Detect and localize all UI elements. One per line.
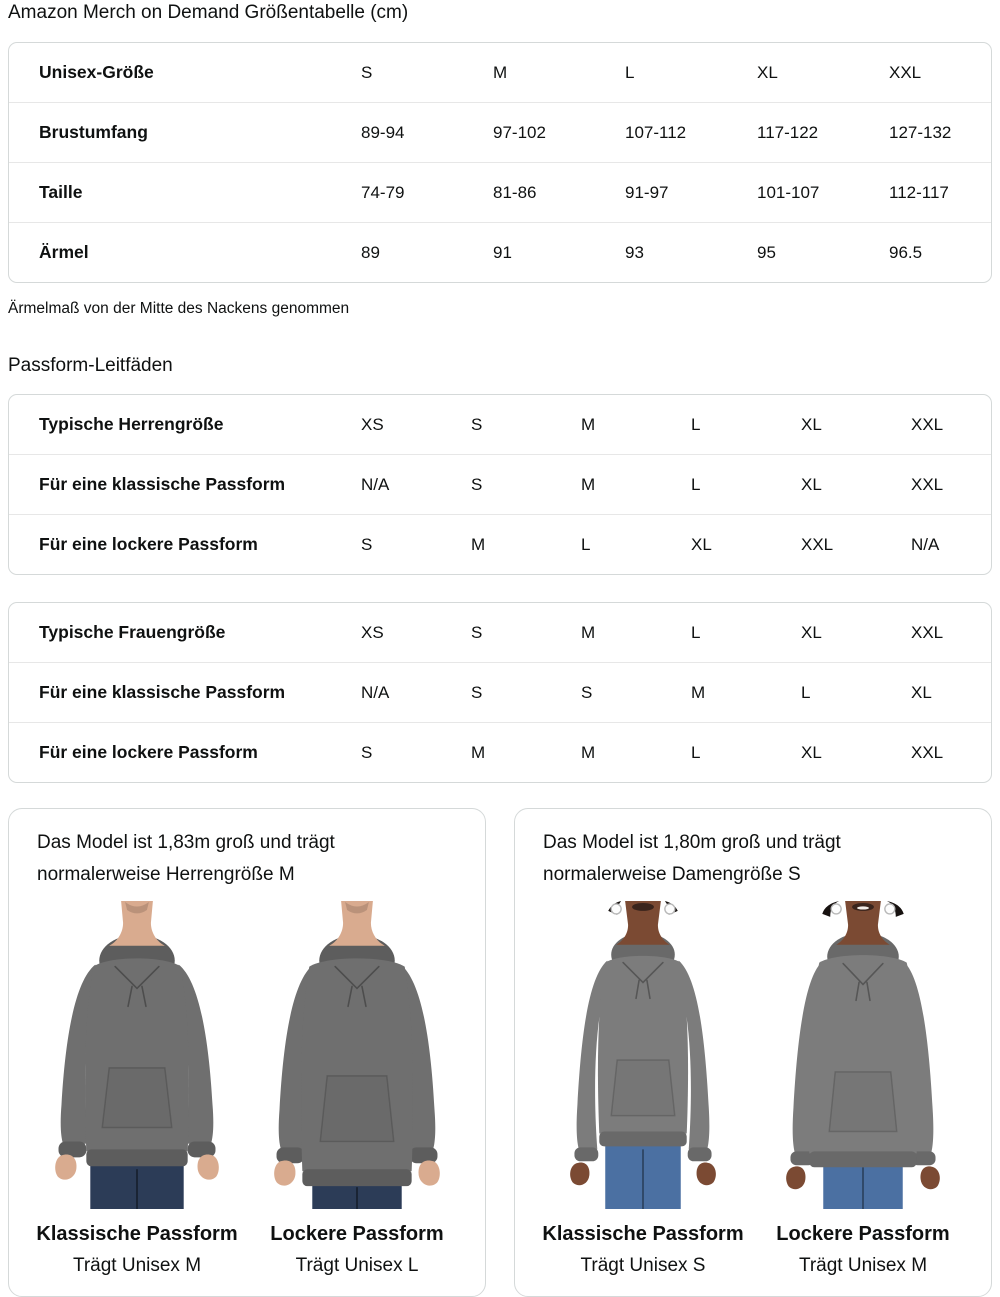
model-photo-mens-classic-fit — [36, 901, 238, 1209]
value-cell: 93 — [625, 242, 644, 262]
worn-size-label: Trägt Unisex S — [580, 1255, 706, 1276]
table-row — [9, 454, 991, 514]
value-cell: 112-117 — [889, 182, 949, 202]
size-cell: M — [581, 742, 596, 762]
row-label: Unisex-Größe — [39, 62, 154, 82]
value-cell: 117-122 — [757, 122, 819, 142]
unisex-size-table — [8, 42, 992, 283]
row-label: Für eine lockere Passform — [39, 742, 258, 762]
value-cell: 95 — [757, 242, 776, 262]
table-row — [9, 222, 991, 282]
size-cell: L — [581, 534, 591, 554]
size-cell: M — [691, 682, 706, 702]
model-description: Das Model ist 1,80m groß und trägt normalerweise Damengröße S — [543, 832, 841, 885]
size-cell: N/A — [911, 534, 940, 554]
worn-size-label: Trägt Unisex M — [798, 1255, 928, 1276]
size-cell: XL — [911, 682, 932, 702]
row-label: Typische Herrengröße — [39, 414, 224, 434]
size-cell: M — [471, 742, 486, 762]
size-cell: L — [691, 474, 701, 494]
size-cell: L — [801, 682, 811, 702]
fit-label: Klassische Passform — [36, 1223, 238, 1245]
size-cell: M — [581, 474, 596, 494]
table-row — [9, 662, 991, 722]
caption-classic-fit — [36, 1222, 238, 1277]
worn-size-label: Trägt Unisex L — [295, 1255, 419, 1276]
size-cell: XL — [801, 622, 822, 642]
row-label: Ärmel — [39, 242, 89, 262]
size-cell: M — [493, 62, 508, 82]
table-row — [9, 43, 991, 102]
size-cell: XXL — [889, 62, 922, 82]
size-cell: S — [581, 682, 593, 702]
model-photo-womens-classic-fit — [542, 901, 744, 1209]
size-cell: S — [361, 62, 373, 82]
table-row — [9, 514, 991, 574]
value-cell: 91-97 — [625, 182, 669, 202]
row-label: Für eine lockere Passform — [39, 534, 258, 554]
model-photo-mens-loose-fit — [256, 901, 458, 1209]
sleeve-measure-note: Ärmelmaß von der Mitte des Nackens genommen — [8, 300, 350, 317]
size-cell: XL — [801, 414, 822, 434]
caption-loose-fit — [762, 1222, 964, 1277]
page-title: Amazon Merch on Demand Größentabelle (cm) — [8, 2, 409, 23]
row-label: Typische Frauengröße — [39, 622, 226, 642]
size-cell: S — [361, 742, 373, 762]
value-cell: 89-94 — [361, 122, 405, 142]
size-cell: XL — [801, 474, 822, 494]
size-cell: XS — [361, 414, 384, 434]
model-description: Das Model ist 1,83m groß und trägt normalerweise Herrengröße M — [37, 832, 335, 885]
womens-fit-table — [8, 602, 992, 783]
model-photos — [533, 901, 973, 1209]
size-cell: N/A — [361, 474, 390, 494]
value-cell: 127-132 — [889, 122, 952, 142]
size-cell: M — [581, 622, 596, 642]
size-cell: XL — [691, 534, 712, 554]
size-cell: XXL — [911, 414, 944, 434]
value-cell: 101-107 — [757, 182, 820, 202]
womens-model-card — [514, 808, 992, 1297]
value-cell: 91 — [493, 242, 512, 262]
size-cell: XS — [361, 622, 384, 642]
size-cell: XXL — [801, 534, 834, 554]
size-cell: N/A — [361, 682, 390, 702]
model-photos — [27, 901, 467, 1209]
size-cell: S — [471, 682, 483, 702]
row-label: Für eine klassische Passform — [39, 474, 286, 494]
fit-label: Lockere Passform — [270, 1223, 444, 1245]
caption-classic-fit — [542, 1222, 744, 1277]
size-cell: L — [691, 622, 701, 642]
size-cell: XL — [801, 742, 822, 762]
caption-loose-fit — [256, 1222, 458, 1277]
table-row — [9, 603, 991, 662]
table-row — [9, 162, 991, 222]
photo-captions — [27, 1222, 467, 1277]
value-cell: 107-112 — [625, 122, 687, 142]
size-cell: L — [691, 414, 701, 434]
value-cell: 81-86 — [493, 182, 537, 202]
photo-captions — [533, 1222, 973, 1277]
mens-fit-table — [8, 394, 992, 575]
table-row — [9, 722, 991, 782]
size-cell: L — [691, 742, 701, 762]
size-cell: S — [471, 622, 483, 642]
size-cell: XXL — [911, 622, 944, 642]
size-cell: XXL — [911, 742, 944, 762]
table-row — [9, 102, 991, 162]
value-cell: 89 — [361, 242, 380, 262]
model-photo-womens-loose-fit — [762, 901, 964, 1209]
size-cell: XL — [757, 62, 778, 82]
size-cell: M — [471, 534, 486, 554]
value-cell: 97-102 — [493, 122, 546, 142]
worn-size-label: Trägt Unisex M — [72, 1255, 202, 1276]
model-cards-row — [8, 808, 992, 1297]
size-cell: XXL — [911, 474, 944, 494]
size-cell: S — [361, 534, 373, 554]
size-cell: M — [581, 414, 596, 434]
size-cell: S — [471, 414, 483, 434]
size-cell: S — [471, 474, 483, 494]
mens-model-card — [8, 808, 486, 1297]
fit-label: Lockere Passform — [776, 1223, 950, 1245]
row-label: Für eine klassische Passform — [39, 682, 286, 702]
table-row — [9, 395, 991, 454]
row-label: Brustumfang — [39, 122, 148, 142]
fit-label: Klassische Passform — [542, 1223, 744, 1245]
value-cell: 74-79 — [361, 182, 405, 202]
fit-guides-heading: Passform-Leitfäden — [8, 355, 173, 376]
row-label: Taille — [39, 182, 83, 202]
value-cell: 96.5 — [889, 242, 923, 262]
size-cell: L — [625, 62, 635, 82]
